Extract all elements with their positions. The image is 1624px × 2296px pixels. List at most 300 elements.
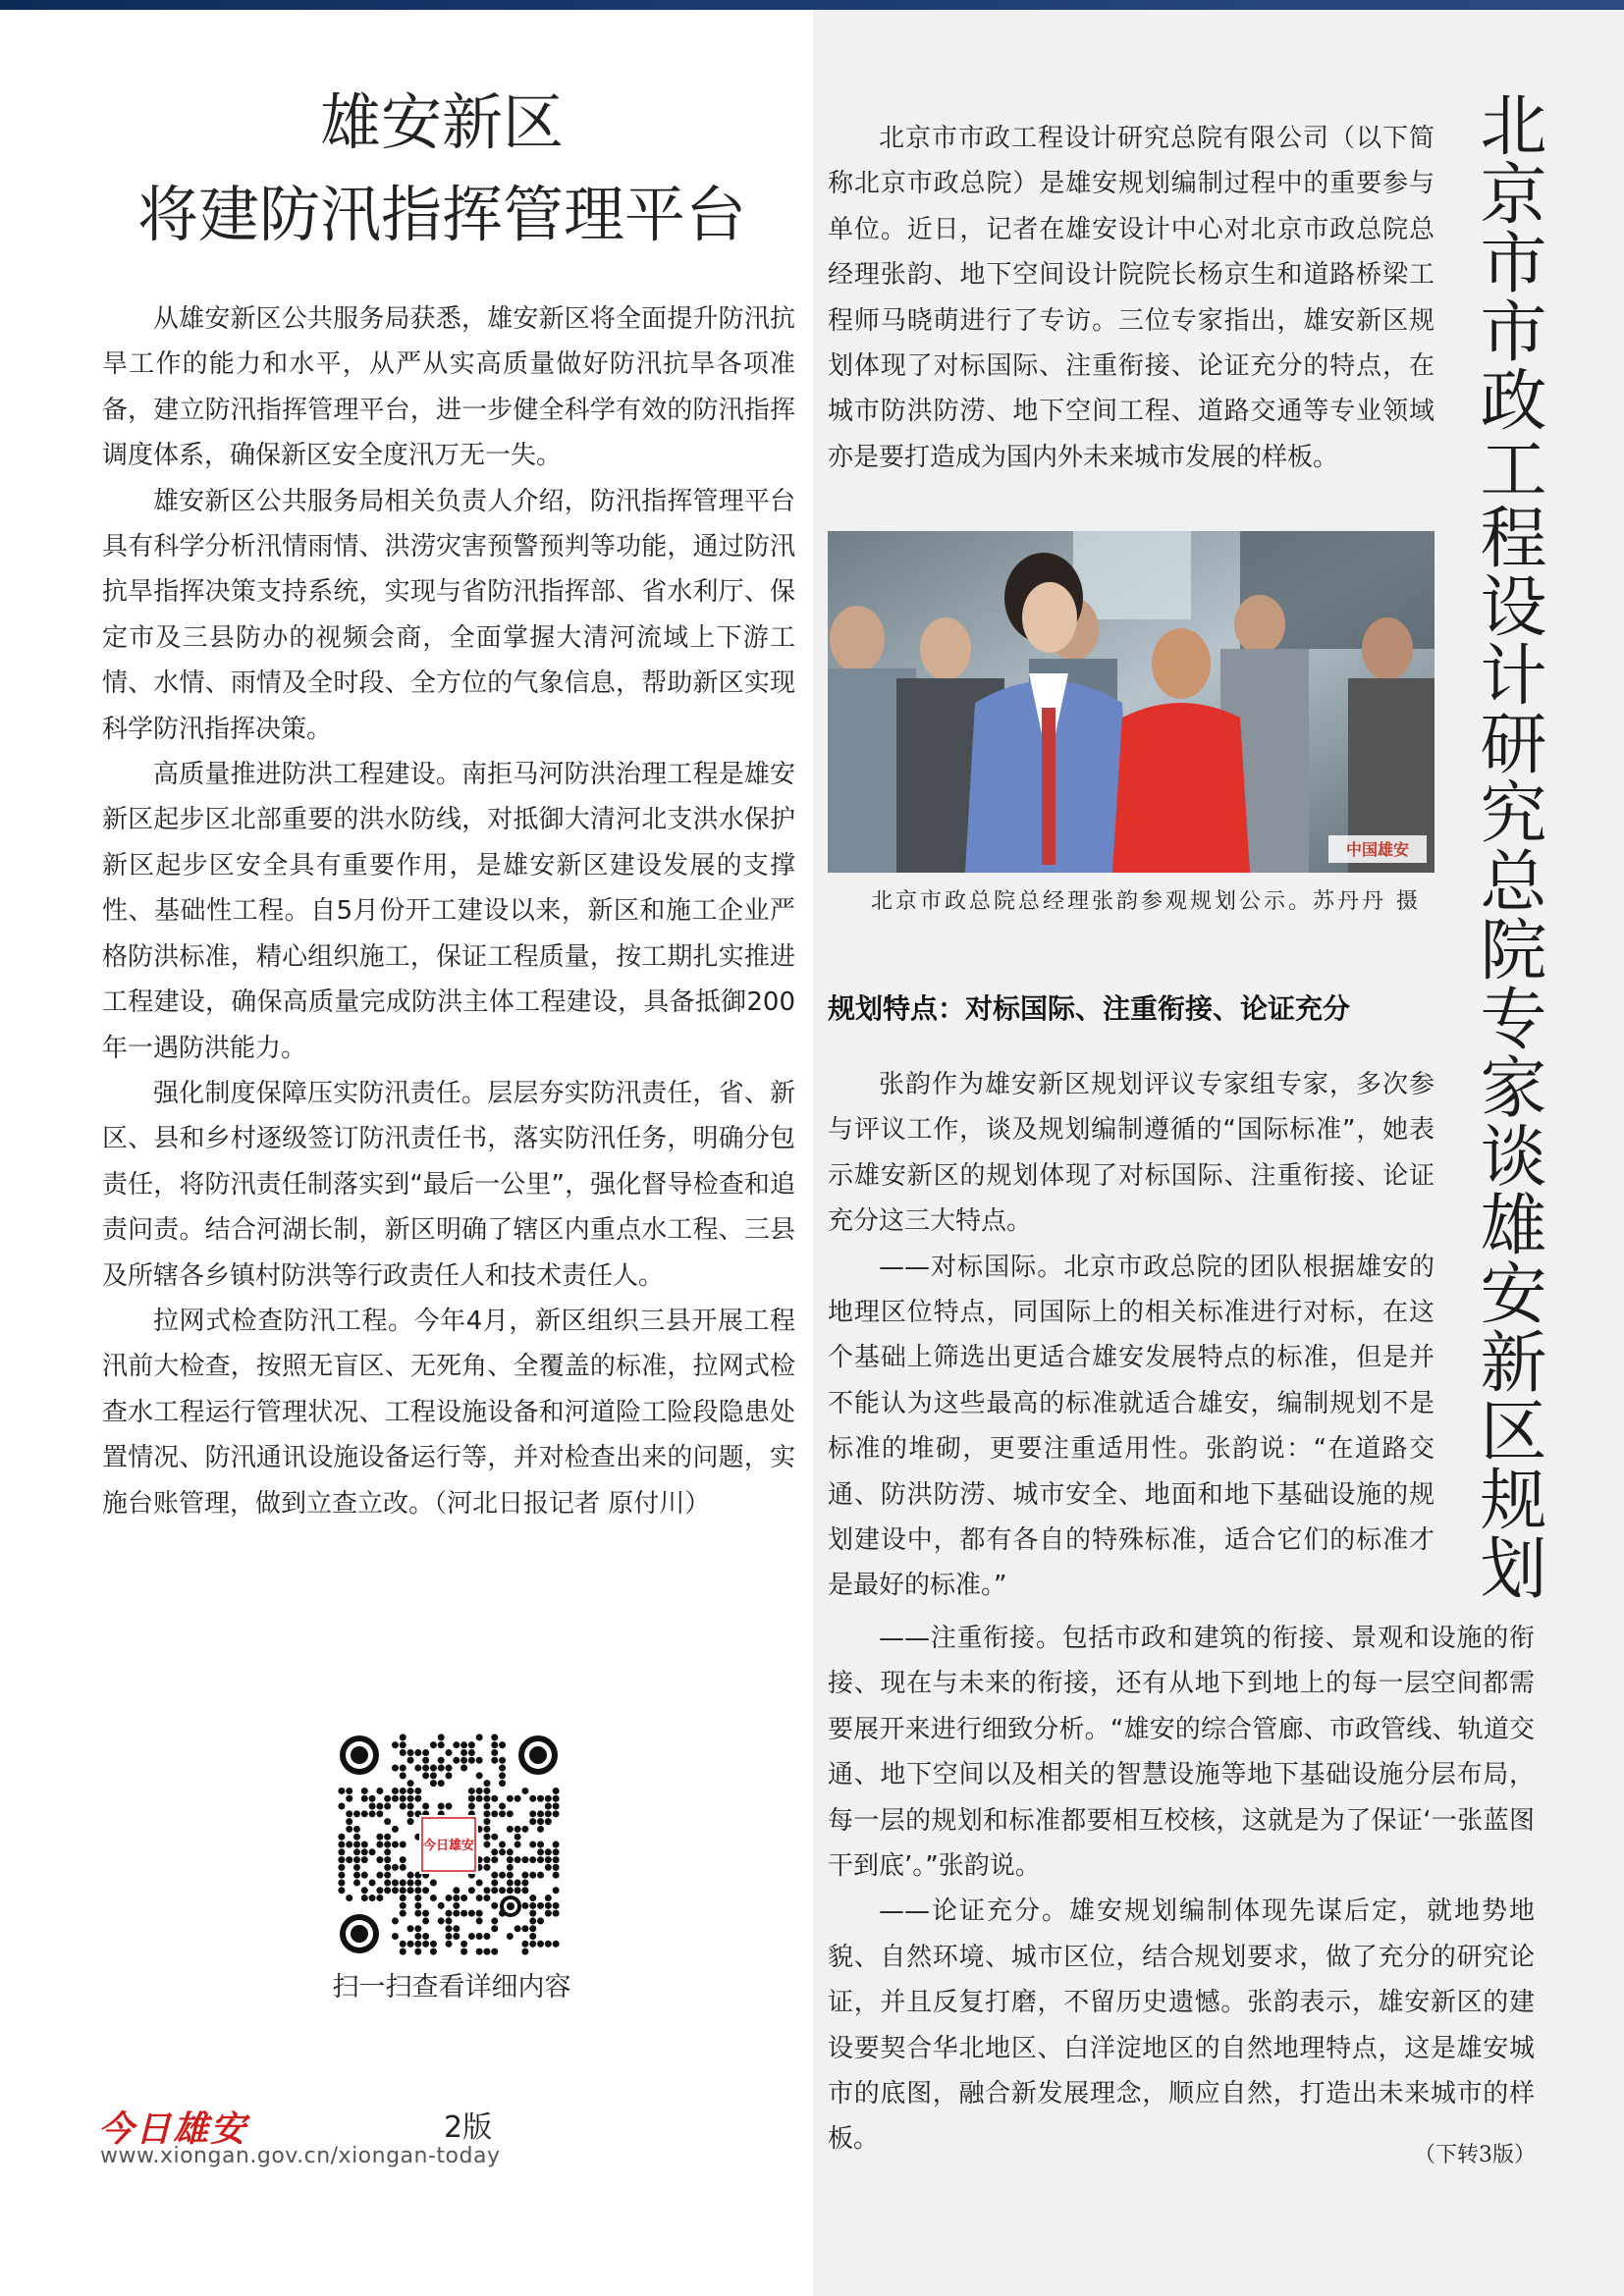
qr-module [361, 1841, 368, 1847]
qr-module [499, 1757, 506, 1764]
qr-module [483, 1895, 490, 1901]
qr-module [392, 1741, 399, 1748]
qr-module [537, 1856, 544, 1863]
qr-module [400, 1895, 406, 1901]
qr-module [453, 1757, 460, 1764]
right-paragraph: ——对标国际。北京市政总院的团队根据雄安的地理区位特点，同国际上的相关标准进行对标，在这个基础上筛选出更适合雄安发展特点的标准，但是并不能认为这些最高的标准就适合雄安，编制规划不是标准的堆砌，更要注重适用性。张韵说：“在道路交通、防洪防涝、城市安全、地面和地下基础设施的规划建设中，都有各自的特殊标准，适合它们的标准才是最好的标准。” [828, 1252, 1435, 1601]
qr-module [453, 1741, 460, 1748]
qr-module [438, 1757, 445, 1764]
photo-illustration [828, 531, 1435, 873]
right-paragraph: 张韵作为雄安新区规划评议专家组专家，多次参与评议工作，谈及规划编制遵循的“国际标准”，她表示雄安新区的规划体现了对标国际、注重衔接、论证充分这三大特点。 [828, 1070, 1435, 1237]
qr-module [460, 1895, 467, 1901]
qr-module [338, 1848, 345, 1855]
qr-module [545, 1902, 552, 1909]
qr-module [507, 1810, 514, 1817]
qr-module [529, 1856, 536, 1863]
qr-module [553, 1856, 560, 1863]
qr-module [499, 1887, 506, 1894]
qr-module [545, 1803, 552, 1810]
qr-module [346, 1810, 352, 1817]
qr-module [376, 1895, 383, 1901]
qr-module [392, 1879, 399, 1886]
qr-module [407, 1788, 414, 1794]
qr-module [353, 1879, 360, 1886]
qr-module [545, 1848, 552, 1855]
qr-module [400, 1749, 406, 1756]
qr-module [499, 1765, 506, 1772]
qr-module [400, 1803, 406, 1810]
qr-module [460, 1741, 467, 1748]
qr-module [483, 1864, 490, 1871]
qr-module [491, 1917, 498, 1924]
qr-module [553, 1841, 560, 1847]
qr-module [353, 1872, 360, 1879]
qr-module [369, 1848, 376, 1855]
qr-module [445, 1749, 452, 1756]
qr-module [491, 1810, 498, 1817]
qr-module [353, 1856, 360, 1863]
qr-module [491, 1879, 498, 1886]
continued-note: （下转3版） [1414, 2143, 1536, 2167]
qr-module [392, 1887, 399, 1894]
qr-module [369, 1810, 376, 1817]
qr-module [483, 1856, 490, 1863]
qr-module [400, 1902, 406, 1909]
qr-module [400, 1910, 406, 1917]
qr-module [400, 1795, 406, 1802]
qr-module [468, 1741, 475, 1748]
qr-module [400, 1765, 406, 1772]
qr-module [491, 1848, 498, 1855]
qr-module [430, 1949, 437, 1955]
qr-module [529, 1917, 536, 1924]
qr-module [529, 1841, 536, 1847]
qr-module [414, 1949, 421, 1955]
qr-module [483, 1933, 490, 1940]
qr-module [361, 1856, 368, 1863]
qr-code-graphic [338, 1734, 560, 1955]
qr-module [529, 1818, 536, 1825]
left-paragraph: 强化制度保障压实防汛责任。层层夯实防汛责任，省、新区、县和乡村逐级签订防汛责任书，落实防汛任务，明确分包责任，将防汛责任制落实到“最后一公里”，强化督导检查和追责问责。结合河湖长制，新区明确了辖区内重点水工程、三县及所辖各乡镇村防洪等行政责任人和技术责任人。 [102, 1078, 795, 1291]
qr-module [553, 1941, 560, 1948]
qr-module [537, 1795, 544, 1802]
qr-module [338, 1864, 345, 1871]
qr-module [338, 1834, 345, 1841]
qr-module [553, 1872, 560, 1879]
qr-module [453, 1925, 460, 1932]
qr-module [476, 1879, 483, 1886]
qr-module [361, 1848, 368, 1855]
qr-module [468, 1795, 475, 1802]
qr-module [400, 1941, 406, 1948]
qr-module [521, 1788, 528, 1794]
qr-module [407, 1803, 414, 1810]
qr-module [430, 1879, 437, 1886]
qr-module [438, 1765, 445, 1772]
qr-module [521, 1941, 528, 1948]
qr-module [514, 1925, 521, 1932]
qr-module [476, 1949, 483, 1955]
qr-module [414, 1795, 421, 1802]
qr-module [400, 1841, 406, 1847]
qr-module [468, 1749, 475, 1756]
qr-module [369, 1879, 376, 1886]
qr-module [476, 1917, 483, 1924]
qr-module [384, 1864, 391, 1871]
qr-module [499, 1780, 506, 1787]
qr-module [545, 1818, 552, 1825]
qr-module [553, 1864, 560, 1871]
qr-module [407, 1780, 414, 1787]
qr-module [361, 1810, 368, 1817]
qr-module [453, 1902, 460, 1909]
qr-module [553, 1910, 560, 1917]
qr-finder-bottom-left [340, 1914, 379, 1953]
page-number: 2版 [444, 2110, 493, 2145]
qr-module [353, 1834, 360, 1841]
qr-module [514, 1879, 521, 1886]
qr-module [529, 1872, 536, 1879]
qr-module [445, 1917, 452, 1924]
qr-module [491, 1887, 498, 1894]
qr-module [346, 1895, 352, 1901]
right-article-body-narrow [828, 1062, 1435, 1609]
qr-module [392, 1917, 399, 1924]
qr-module [553, 1848, 560, 1855]
qr-module [361, 1895, 368, 1901]
qr-module [346, 1818, 352, 1825]
qr-module [529, 1810, 536, 1817]
qr-module [483, 1788, 490, 1794]
qr-module [445, 1933, 452, 1940]
qr-module [491, 1872, 498, 1879]
qr-module [407, 1887, 414, 1894]
qr-module [499, 1810, 506, 1817]
qr-module [376, 1803, 383, 1810]
top-color-bar [0, 0, 1624, 10]
qr-module [407, 1810, 414, 1817]
qr-module [521, 1856, 528, 1863]
qr-module [521, 1887, 528, 1894]
qr-module [476, 1895, 483, 1901]
qr-module [422, 1910, 429, 1917]
qr-module [507, 1864, 514, 1871]
qr-module [361, 1872, 368, 1879]
qr-module [414, 1788, 421, 1794]
qr-module [361, 1788, 368, 1794]
title-line-1: 雄安新区 [319, 86, 564, 158]
qr-module [392, 1826, 399, 1833]
qr-module [414, 1933, 421, 1940]
qr-module [400, 1879, 406, 1886]
qr-code[interactable] [338, 1734, 560, 1955]
qr-module [537, 1941, 544, 1948]
qr-module [384, 1803, 391, 1810]
qr-module [422, 1941, 429, 1948]
qr-module [384, 1848, 391, 1855]
left-paragraph: 拉网式检查防汛工程。今年4月，新区组织三县开展工程汛前大检查，按照无盲区、无死角、全覆盖的标准，拉网式检查水工程运行管理状况、工程设施设备和河道险工险段隐患处置情况、防汛通讯设施设备运行等，并对检查出来的问题，实施台账管理，做到立查立改。（河北日报记者 原付川） [102, 1306, 795, 1519]
qr-module [445, 1925, 452, 1932]
qr-module [384, 1841, 391, 1847]
qr-module [407, 1925, 414, 1932]
qr-module [529, 1902, 536, 1909]
qr-module [353, 1864, 360, 1871]
qr-module [445, 1803, 452, 1810]
intro-paragraph: 北京市市政工程设计研究总院有限公司（以下简称北京市政总院）是雄安规划编制过程中的重要参与单位。近日，记者在雄安设计中心对北京市政总院总经理张韵、地下空间设计院院长杨京生和道路桥梁工程师马晓萌进行了专访。三位专家指出，雄安新区规划体现了对标国际、注重衔接、论证充分的特点，在城市防洪防涝、地下空间工程、道路交通等专业领域亦是要打造成为国内外未来城市发展的样板。 [828, 124, 1435, 472]
vertical-headline: 北京市市政工程设计研究总院专家谈雄安新区规划 [1469, 90, 1546, 1602]
qr-module [346, 1856, 352, 1863]
qr-module [491, 1925, 498, 1932]
left-article-title [59, 77, 825, 261]
qr-module [430, 1895, 437, 1901]
qr-module [537, 1810, 544, 1817]
qr-module [422, 1749, 429, 1756]
qr-module [414, 1902, 421, 1909]
qr-module [392, 1765, 399, 1772]
qr-module [553, 1795, 560, 1802]
qr-module [514, 1856, 521, 1863]
qr-module [476, 1795, 483, 1802]
qr-module [460, 1749, 467, 1756]
website-url[interactable]: www.xiongan.gov.cn/xiongan-today [100, 2144, 501, 2168]
qr-module [514, 1834, 521, 1841]
qr-module [483, 1949, 490, 1955]
qr-module [537, 1872, 544, 1879]
qr-module [483, 1887, 490, 1894]
qr-module [521, 1826, 528, 1833]
qr-module [537, 1917, 544, 1924]
right-article-body-wide [828, 1616, 1535, 2163]
qr-module [545, 1895, 552, 1901]
qr-module [545, 1910, 552, 1917]
qr-module [483, 1795, 490, 1802]
left-paragraph: 雄安新区公共服务局相关负责人介绍，防汛指挥管理平台具有科学分析汛情雨情、洪涝灾害预警预判等功能，通过防汛抗旱指挥决策支持系统，实现与省防汛指挥部、省水利厅、保定市及三县防办的视频会商，全面掌握大清河流域上下游工情、水情、雨情及全时段、全方位的气象信息，帮助新区实现科学防汛指挥决策。 [102, 486, 795, 744]
qr-module [491, 1902, 498, 1909]
qr-module [453, 1887, 460, 1894]
qr-module [376, 1841, 383, 1847]
qr-module [338, 1788, 345, 1794]
qr-module [407, 1941, 414, 1948]
qr-module [521, 1949, 528, 1955]
qr-module [445, 1765, 452, 1772]
qr-module [384, 1818, 391, 1825]
qr-module [499, 1872, 506, 1879]
qr-module [353, 1810, 360, 1817]
qr-module [491, 1795, 498, 1802]
qr-module [468, 1803, 475, 1810]
qr-module [422, 1887, 429, 1894]
qr-module [483, 1810, 490, 1817]
qr-module [369, 1803, 376, 1810]
qr-module [376, 1834, 383, 1841]
qr-module [430, 1741, 437, 1748]
qr-module [400, 1734, 406, 1740]
qr-module [392, 1933, 399, 1940]
qr-module [422, 1757, 429, 1764]
qr-module [514, 1826, 521, 1833]
qr-module [422, 1917, 429, 1924]
qr-module [507, 1933, 514, 1940]
qr-module [400, 1788, 406, 1794]
qr-module [422, 1765, 429, 1772]
qr-module [369, 1795, 376, 1802]
qr-module [407, 1879, 414, 1886]
qr-module [453, 1933, 460, 1940]
qr-module [476, 1757, 483, 1764]
qr-module [476, 1788, 483, 1794]
qr-module [353, 1826, 360, 1833]
qr-module [476, 1734, 483, 1740]
qr-module [468, 1887, 475, 1894]
qr-module [407, 1818, 414, 1825]
qr-module [384, 1887, 391, 1894]
qr-module [514, 1841, 521, 1847]
qr-module [553, 1887, 560, 1894]
qr-module [445, 1772, 452, 1779]
qr-module [414, 1895, 421, 1901]
qr-module [414, 1879, 421, 1886]
qr-module [438, 1902, 445, 1909]
qr-module [476, 1772, 483, 1779]
qr-module [499, 1848, 506, 1855]
qr-module [414, 1941, 421, 1948]
qr-module [445, 1910, 452, 1917]
qr-module [491, 1749, 498, 1756]
qr-module [445, 1941, 452, 1948]
qr-module [521, 1902, 528, 1909]
qr-module [384, 1834, 391, 1841]
qr-center-logo: 今日雄安 [422, 1839, 475, 1853]
qr-module [529, 1910, 536, 1917]
qr-module [392, 1788, 399, 1794]
qr-module [430, 1941, 437, 1948]
qr-module [353, 1848, 360, 1855]
qr-module [507, 1879, 514, 1886]
qr-module [499, 1772, 506, 1779]
qr-module [392, 1795, 399, 1802]
qr-module [400, 1856, 406, 1863]
qr-module [384, 1856, 391, 1863]
qr-module [361, 1887, 368, 1894]
qr-module [338, 1879, 345, 1886]
qr-module [553, 1803, 560, 1810]
qr-module [468, 1933, 475, 1940]
qr-module [491, 1734, 498, 1740]
qr-module [414, 1749, 421, 1756]
right-paragraph: ——论证充分。雄安规划编制体现先谋后定，就地势地貌、自然环境、城市区位，结合规划要求，做了充分的研究论证，并且反复打磨，不留历史遗憾。张韵表示，雄安新区的建设要契合华北地区、白洋淀地区的自然地理特点，这是雄安城市的底图，融合新发展理念，顺应自然，打造出未来城市的样板。 [828, 1896, 1535, 2155]
qr-module [407, 1795, 414, 1802]
qr-module [507, 1848, 514, 1855]
qr-module [507, 1826, 514, 1833]
qr-module [476, 1933, 483, 1940]
qr-finder-top-left [340, 1735, 379, 1775]
qr-finder-top-right [518, 1735, 558, 1775]
qr-module [422, 1803, 429, 1810]
qr-module [491, 1949, 498, 1955]
qr-module [414, 1925, 421, 1932]
qr-module [529, 1895, 536, 1901]
qr-module [376, 1887, 383, 1894]
qr-module [476, 1910, 483, 1917]
left-paragraph: 从雄安新区公共服务局获悉，雄安新区将全面提升防汛抗旱工作的能力和水平，从严从实高质量做好防汛抗旱各项准备，建立防汛指挥管理平台，进一步健全科学有效的防汛指挥调度体系，确保新区安全度汛万无一失。 [102, 304, 795, 471]
qr-module [384, 1795, 391, 1802]
qr-module [407, 1749, 414, 1756]
qr-module [545, 1864, 552, 1871]
qr-module [361, 1795, 368, 1802]
qr-module [499, 1741, 506, 1748]
qr-module [491, 1834, 498, 1841]
qr-module [507, 1872, 514, 1879]
qr-module [553, 1810, 560, 1817]
qr-module [346, 1788, 352, 1794]
qr-module [445, 1895, 452, 1901]
title-line-2: 将建防汛指挥管理平台 [136, 179, 746, 250]
qr-module [514, 1795, 521, 1802]
qr-module [430, 1772, 437, 1779]
qr-module [346, 1826, 352, 1833]
qr-module [545, 1795, 552, 1802]
qr-module [414, 1887, 421, 1894]
qr-module [376, 1810, 383, 1817]
qr-module [422, 1933, 429, 1940]
qr-module [468, 1910, 475, 1917]
qr-module [376, 1788, 383, 1794]
qr-module [400, 1864, 406, 1871]
qr-module [400, 1949, 406, 1955]
qr-module [346, 1841, 352, 1847]
qr-module [499, 1803, 506, 1810]
right-article-intro [828, 116, 1435, 480]
qr-module [499, 1841, 506, 1847]
qr-module [414, 1910, 421, 1917]
qr-module [483, 1826, 490, 1833]
qr-module [369, 1895, 376, 1901]
qr-module [438, 1917, 445, 1924]
left-article-body [102, 296, 795, 1526]
qr-module [430, 1780, 437, 1787]
qr-module [384, 1872, 391, 1879]
qr-module [338, 1856, 345, 1863]
qr-module [453, 1895, 460, 1901]
qr-module [460, 1910, 467, 1917]
qr-module [483, 1780, 490, 1787]
qr-module [483, 1841, 490, 1847]
left-paragraph: 高质量推进防洪工程建设。南拒马河防洪治理工程是雄安新区起步区北部重要的洪水防线，对抵御大清河北支洪水保护新区起步区安全具有重要作用，是雄安新区建设发展的支撑性、基础性工程。自5月份开工建设以来，新区和施工企业严格防洪标准，精心组织施工，保证工程质量，按工期扎实推进工程建设，确保高质量完成防洪主体工程建设，具备抵御200年一遇防洪能力。 [102, 760, 795, 1063]
section-subheading: 规划特点：对标国际、注重衔接、论证充分 [828, 992, 1351, 1025]
qr-module [483, 1803, 490, 1810]
qr-module [338, 1872, 345, 1879]
qr-module [529, 1933, 536, 1940]
qr-module [537, 1818, 544, 1825]
qr-module [453, 1910, 460, 1917]
qr-module [400, 1887, 406, 1894]
qr-alignment [500, 1896, 521, 1917]
qr-module [507, 1795, 514, 1802]
qr-module [553, 1902, 560, 1909]
qr-module [422, 1772, 429, 1779]
qr-module [537, 1902, 544, 1909]
qr-module [460, 1941, 467, 1948]
qr-module [491, 1757, 498, 1764]
qr-module [438, 1803, 445, 1810]
qr-module [438, 1734, 445, 1740]
qr-module [400, 1772, 406, 1779]
qr-module [545, 1810, 552, 1817]
photo-caption: 北京市政总院总经理张韵参观规划公示。苏丹丹 摄 [871, 889, 1421, 914]
qr-module [346, 1795, 352, 1802]
qr-module [407, 1757, 414, 1764]
qr-module [507, 1887, 514, 1894]
